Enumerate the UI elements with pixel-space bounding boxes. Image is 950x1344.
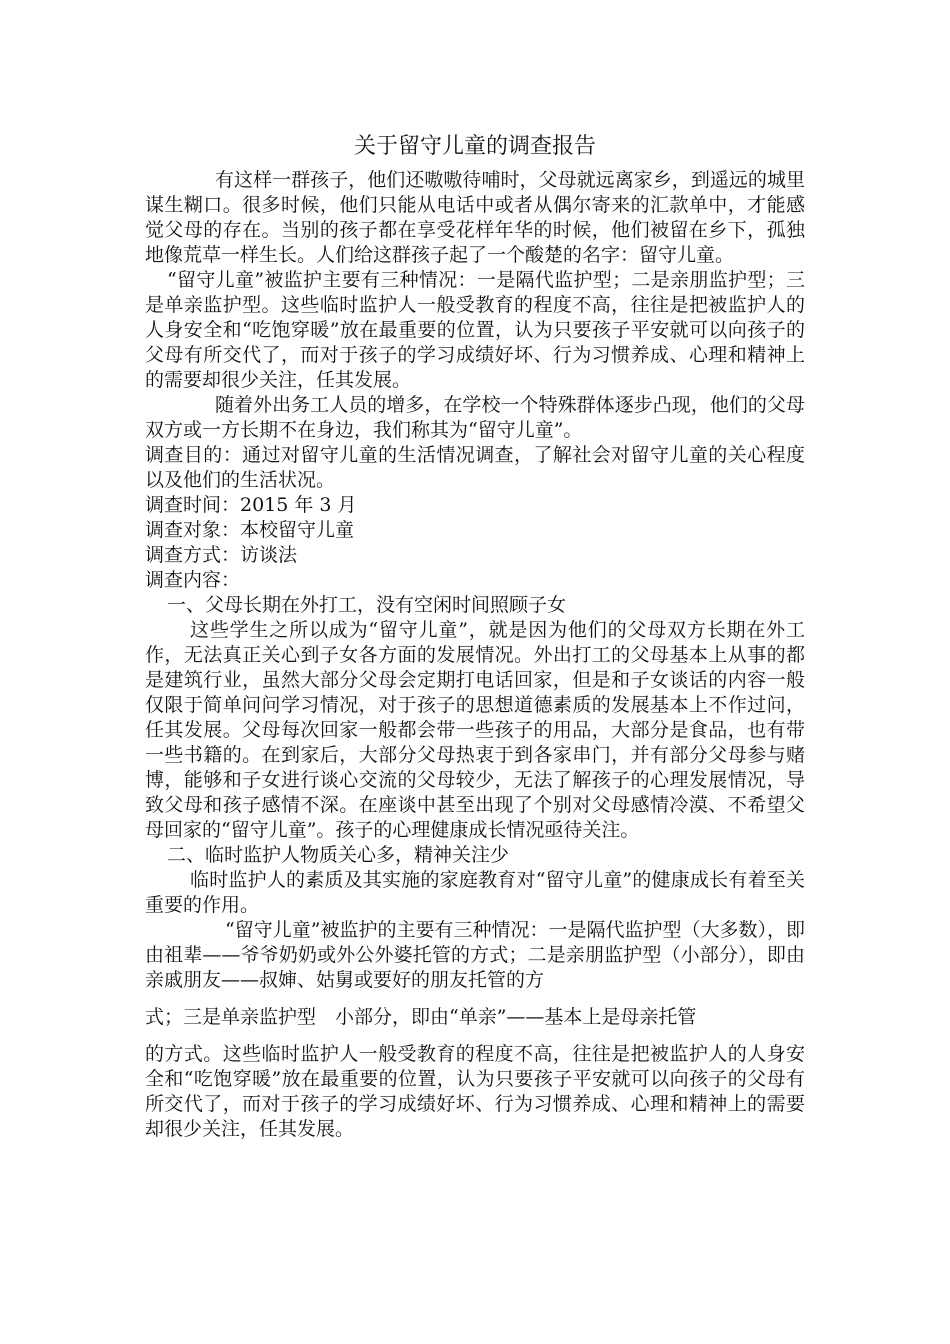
survey-subject: 调查对象：本校留守儿童 (145, 519, 355, 541)
background-paragraph: 随着外出务工人员的增多，在学校一个特殊群体逐步凸现，他们的父母双方或一方长期不在身边，我们称其为“留守儿童”。 (145, 394, 805, 441)
survey-purpose: 调查目的：通过对留守儿童的生活情况调查，了解社会对留守儿童的关心程度以及他们的生活状况。 (145, 444, 805, 491)
section-2-paragraph: 临时监护人的素质及其实施的家庭教育对“留守儿童”的健康成长有着至关重要的作用。 (145, 869, 805, 916)
section-2-guardian-continued: 的方式。这些临时监护人一般受教育的程度不高，往往是把被监护人的人身安全和“吃饱穿暖”放在最重要的位置，认为只要孩子平安就可以向孩子的父母有所交代了，而对于孩子的学习成绩好坏、行为习惯养成、心理和精神上的需要却很少关注，任其发展。 (145, 1043, 805, 1140)
section-1-paragraph: 这些学生之所以成为“留守儿童”，就是因为他们的父母双方长期在外工作，无法真正关心到子女各方面的发展情况。外出打工的父母基本上从事的都是建筑行业，虽然大部分父母会定期打电话回家，但是和子女谈话的内容一般仅限于简单问问学习情况，对于孩子的思想道德素质的发展基本上不作过问，任其发展。父母每次回家一般都会带一些孩子的用品，大部分是食品，也有带一些书籍的。在到家后，大部分父母热衷于到各家串门，并有部分父母参与赌博，能够和子女进行谈心交流的父母较少，无法了解孩子的心理发展情况，导致父母和孩子感情不深。在座谈中甚至出现了个别对父母感情冷漠、不希望父母回家的“留守儿童”。孩子的心理健康成长情况亟待关注。 (145, 619, 805, 841)
section-2-guardian-paragraph: “留守儿童”被监护的主要有三种情况：一是隔代监护型（大多数），即由祖辈——爷爷奶奶或外公外婆托管的方式；二是亲朋监护型（小部分），即由亲戚朋友——叔婶、姑舅或要好的朋友托管的方 (145, 919, 805, 991)
section-2-guardian-line: 式；三是单亲监护型 小部分，即由“单亲”——基本上是母亲托管 (145, 1006, 697, 1028)
intro-paragraph: 有这样一群孩子，他们还嗷嗷待哺时，父母就远离家乡，到遥远的城里谋生糊口。很多时候，他们只能从电话中或者从偶尔寄来的汇款单中，才能感觉父母的存在。当别的孩子都在享受花样年华的时候，他们被留在乡下，孤独地像荒草一样生长。人们给这群孩子起了一个酸楚的名字：留守儿童。 (145, 169, 805, 266)
survey-content-label: 调查内容： (145, 569, 241, 591)
section-heading-2: 二、临时监护人物质关心多，精神关注少 (167, 844, 510, 866)
document-title: 关于留守儿童的调查报告 (353, 134, 596, 159)
section-heading-1: 一、父母长期在外打工，没有空闲时间照顾子女 (167, 594, 567, 616)
survey-method: 调查方式：访谈法 (145, 544, 298, 566)
survey-time: 调查时间：2015 年 3 月 (145, 494, 357, 516)
document-page (145, 130, 805, 1142)
guardian-types-paragraph: “留守儿童”被监护主要有三种情况：一是隔代监护型；二是亲朋监护型；三是单亲监护型。这些临时监护人一般受教育的程度不高，往往是把被监护人的人身安全和“吃饱穿暖”放在最重要的位置，认为只要孩子平安就可以向孩子的父母有所交代了，而对于孩子的学习成绩好坏、行为习惯养成、心理和精神上的需要却很少关注，任其发展。 (145, 269, 805, 391)
